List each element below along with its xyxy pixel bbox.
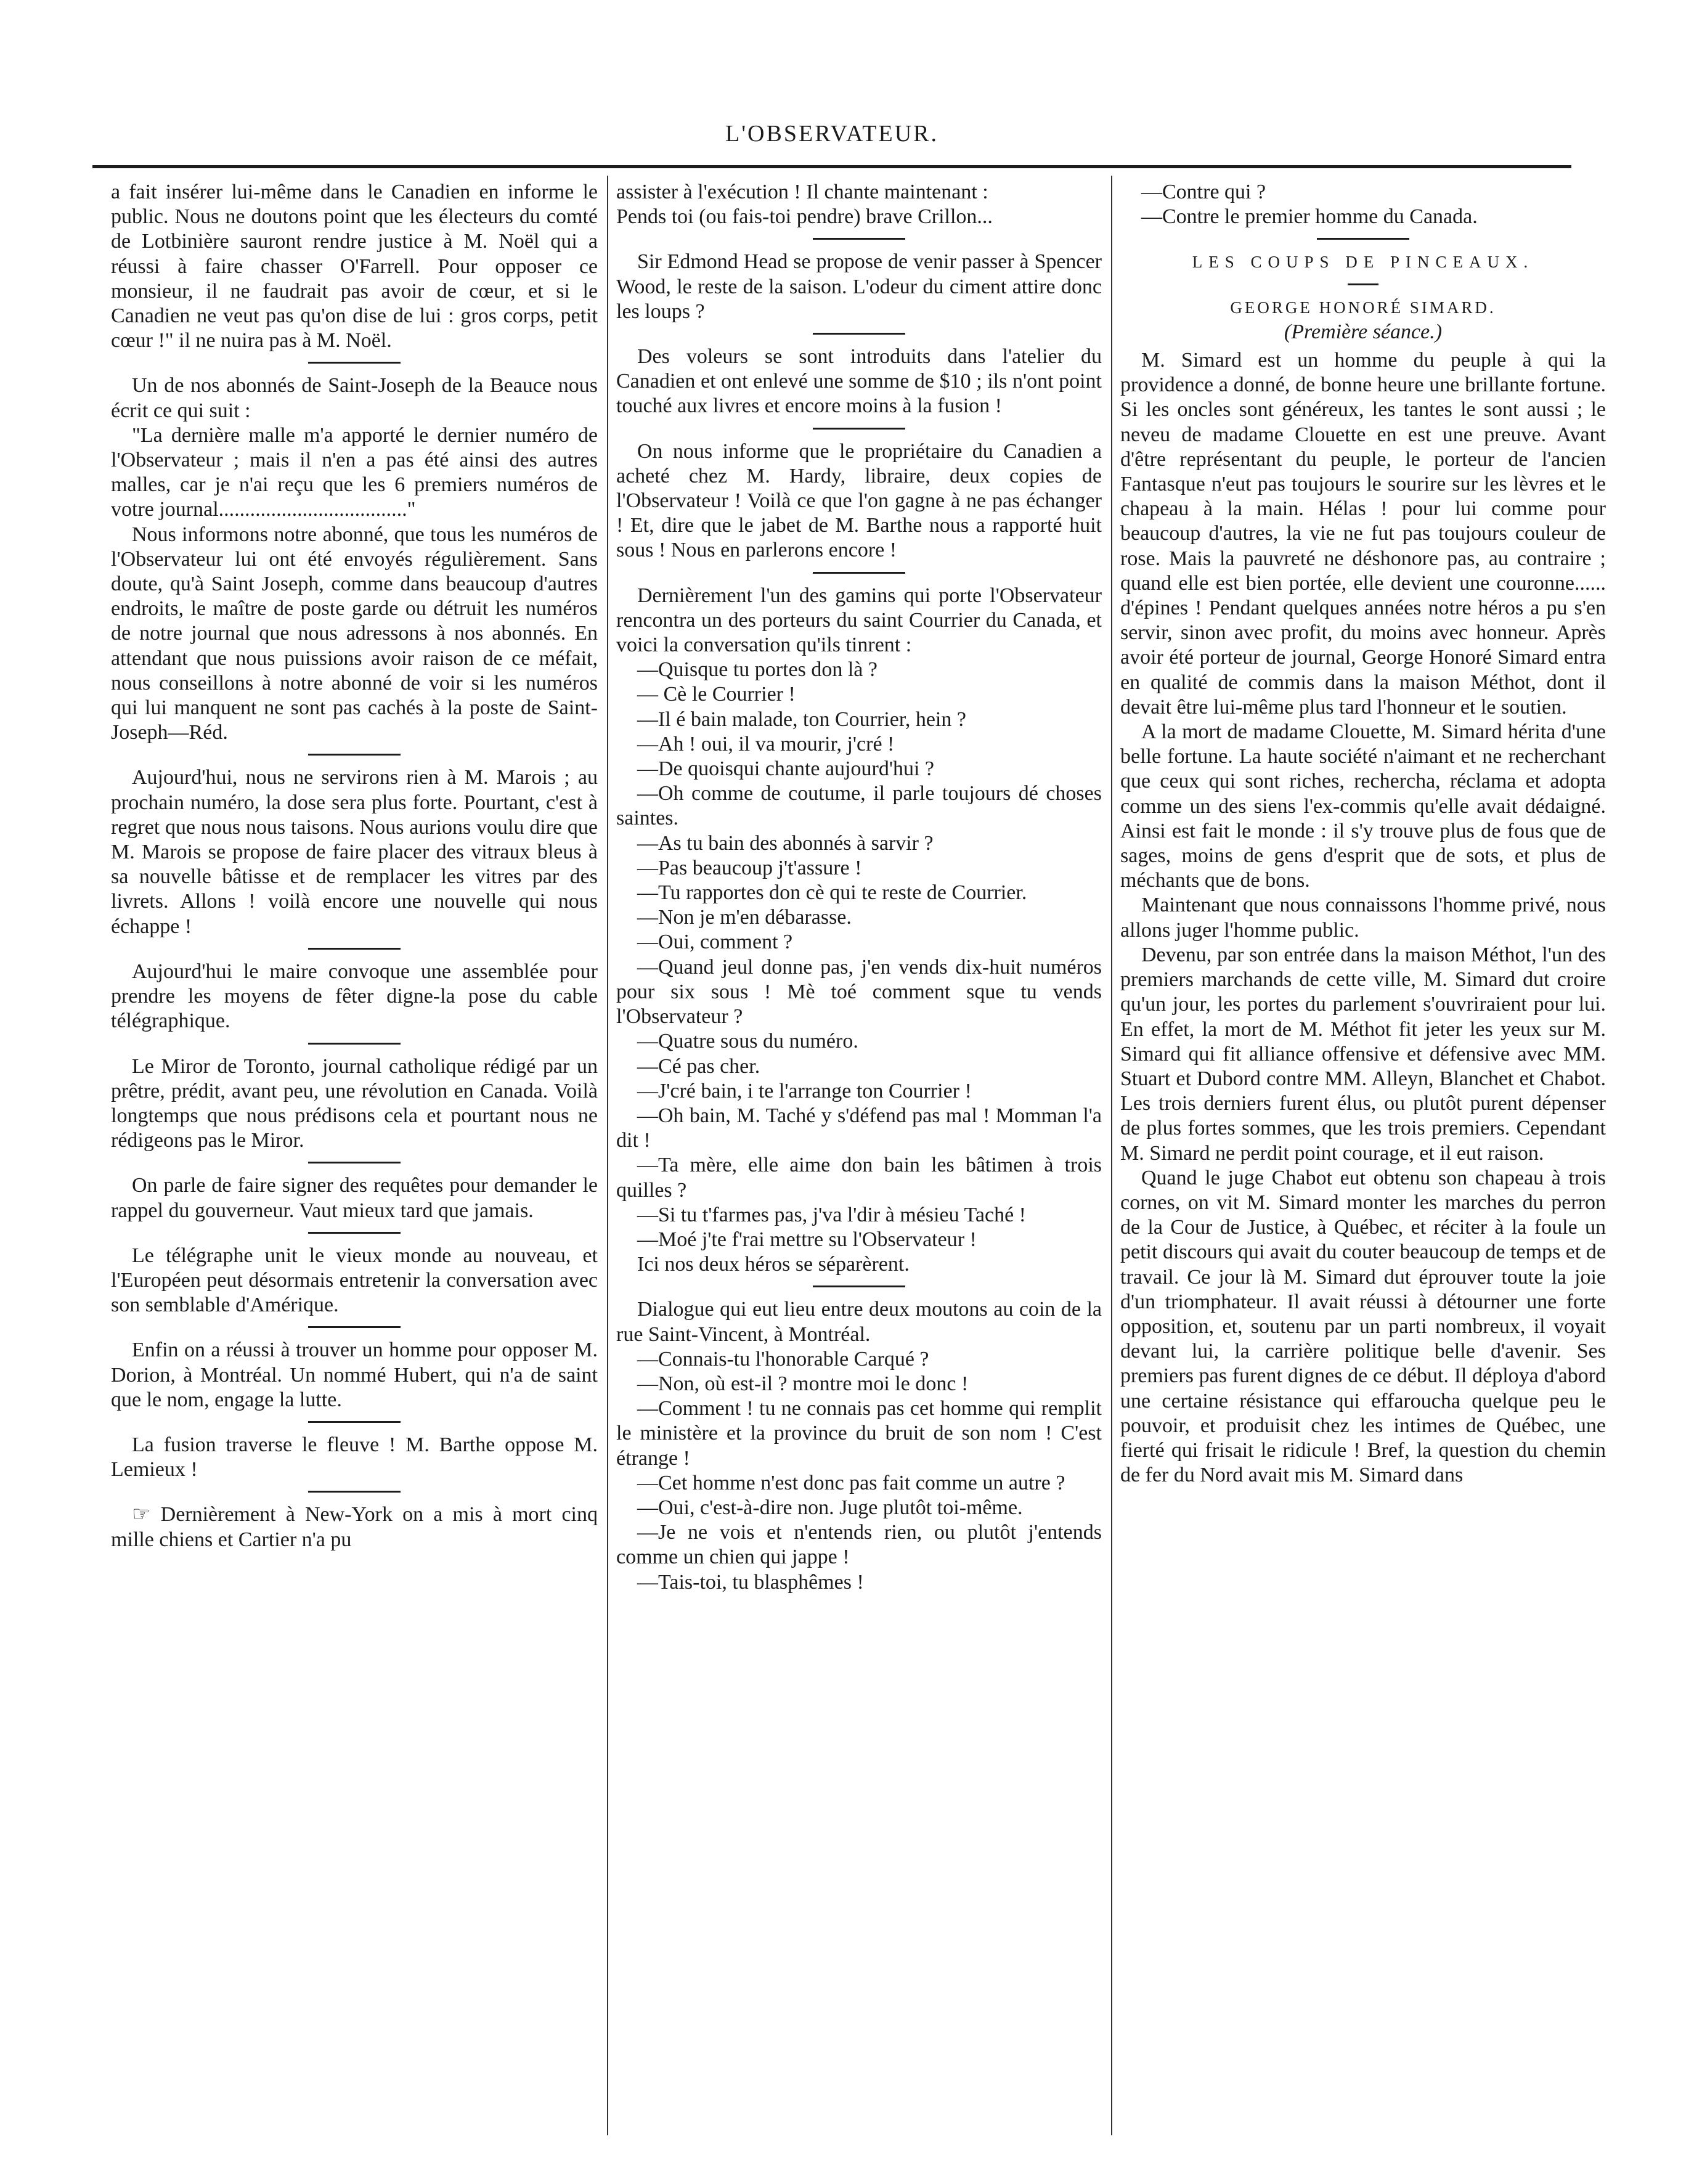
article-paragraph: Dialogue qui eut lieu entre deux moutons au coin de la rue Saint-Vincent, à Montréal.	[616, 1298, 1102, 1346]
article-separator	[813, 333, 905, 335]
article-separator	[308, 1232, 401, 1234]
article-subtitle: (Première séance.)	[1284, 320, 1443, 343]
dialogue-line: —Ah ! oui, il va mourir, j'cré !	[637, 732, 895, 756]
article-paragraph: ☞ Dernièrement à New-York on a mis à mort cinq mille chiens et Cartier n'a pu	[111, 1503, 598, 1551]
dialogue-line: —Cet homme n'est donc pas fait comme un autre ?	[637, 1471, 1065, 1494]
article-paragraph: Un de nos abonnés de Saint-Joseph de la Beauce nous écrit ce qui suit :	[111, 374, 598, 422]
dialogue-line: —As tu bain des abonnés à sarvir ?	[637, 831, 934, 855]
dialogue-line: —Contre qui ?	[1141, 181, 1266, 203]
article-paragraph: Sir Edmond Head se propose de venir passer à Spencer Wood, le reste de la saison. L'odeur du ciment attire donc les loups ?	[616, 250, 1102, 323]
article-paragraph: A la mort de madame Clouette, M. Simard hérita d'une belle fortune. La haute société n'aimant et ne recherchant que ceux qui sont riches, rechercha, réclama et adopta comme un des siens l'ex-commis qu'elle avait dédaigné. Ainsi est fait le monde : il s'y trouve plus de fous que de sages, moins de gens d'esprit que de sots, et plus de méchants que de bons.	[1120, 720, 1606, 892]
dialogue-line: —Quatre sous du numéro.	[637, 1030, 858, 1053]
article-paragraph: M. Simard est un homme du peuple à qui la providence a donné, de bonne heure une brillante fortune. Si les oncles sont généreux, les tantes le sont aussi ; le neveu de madame Clouette en est une preuve. Avant d'être représentant du peuple, le porteur de l'ancien Fantasque n'eut pas toujours le sourire sur les lèvres et le chapeau à la main. Hélas ! pour lui comme pour beaucoup d'autres, la vie ne fut pas toujours couleur de rose. Mais la pauvreté ne déshonore pas, au contraire ; quand elle est bien portée, elle devient une couronne...... d'épines ! Pendant quelques années notre héros a pu s'en servir, sinon avec profit, du moins avec honneur. Après avoir été porteur de journal, George Honoré Simard entra en qualité de commis dans la maison Méthot, dont il devait être lui-même plus tard l'honneur et le soutien.	[1120, 349, 1606, 719]
article-paragraph: Maintenant que nous connaissons l'homme privé, nous allons juger l'homme public.	[1120, 894, 1606, 942]
article-separator	[308, 948, 401, 950]
article-paragraph: Aujourd'hui le maire convoque une assemblée pour prendre les moyens de fêter digne-la pose du cable télégraphique.	[111, 960, 598, 1033]
dialogue-line: —Si tu t'farmes pas, j'va l'dir à mésieu Taché !	[637, 1203, 1026, 1226]
article-paragraph: On parle de faire signer des requêtes pour demander le rappel du gouverneur. Vaut mieux tard que jamais.	[111, 1174, 598, 1222]
masthead-rule	[92, 165, 1571, 168]
dialogue-line: —Moé j'te f'rai mettre su l'Observateur !	[637, 1228, 977, 1251]
dialogue-line: —Je ne vois et n'entends rien, ou plutôt j'entends comme un chien qui jappe !	[616, 1521, 1102, 1569]
dialogue-line: —Tais-toi, tu blasphêmes !	[637, 1570, 864, 1594]
article-paragraph: Enfin on a réussi à trouver un homme pour opposer M. Dorion, à Montréal. Un nommé Hubert, qui n'a de saint que le nom, engage la lutte.	[111, 1339, 598, 1411]
article-paragraph: Pends toi (ou fais-toi pendre) brave Crillon...	[616, 205, 993, 229]
newspaper-masthead: L'OBSERVATEUR.	[725, 121, 939, 147]
article-paragraph: "La dernière malle m'a apporté le dernier numéro de l'Observateur ; mais il n'en a pas été ainsi des autres malles, car je n'ai reçu que les 6 premiers numéros de votre journal...................................."	[111, 423, 598, 521]
dialogue-line: —Comment ! tu ne connais pas cet homme qui remplit le ministère et la province du bruit de son nom ! C'est étrange !	[616, 1397, 1102, 1470]
column-right	[1120, 180, 1606, 2133]
column-divider	[607, 176, 608, 2135]
section-title: LES COUPS DE PINCEAUX.	[1192, 253, 1534, 272]
article-separator	[308, 1043, 401, 1045]
article-paragraph: La fusion traverse le fleuve ! M. Barthe oppose M. Lemieux !	[111, 1433, 598, 1481]
article-paragraph: Le Miror de Toronto, journal catholique rédigé par un prêtre, prédit, avant peu, une révolution en Canada. Voilà longtemps que nous prédisons cela et pourtant nous ne rédigeons pas le Miror.	[111, 1054, 598, 1152]
dialogue-line: —Quisque tu portes don là ?	[637, 658, 877, 682]
column-left	[111, 180, 598, 2133]
article-paragraph: Dernièrement l'un des gamins qui porte l'Observateur rencontra un des porteurs du saint Courrier du Canada, et voici la conversation qu'ils tinrent :	[616, 584, 1102, 657]
article-paragraph: Aujourd'hui, nous ne servirons rien à M. Marois ; au prochain numéro, la dose sera plus forte. Pourtant, c'est à regret que nous nous taisons. Nous aurions voulu dire que M. Marois se propose de faire placer des vitraux bleus à sa nouvelle bâtisse et de remplacer les vitres par des livrets. Allons ! voilà encore une nouvelle qui nous échappe !	[111, 766, 598, 938]
dialogue-line: —Quand jeul donne pas, j'en vends dix-huit numéros pour six sous ! Mè toé comment sque tu vends l'Observateur ?	[616, 955, 1102, 1029]
dialogue-line: —Contre le premier homme du Canada.	[1141, 205, 1478, 229]
dialogue-line: —Oh comme de coutume, il parle toujours dé choses saintes.	[616, 782, 1102, 830]
dialogue-line: —De quoisqui chante aujourd'hui ?	[637, 757, 935, 781]
article-subhead: GEORGE HONORÉ SIMARD.	[1230, 298, 1496, 317]
dialogue-line: —Oui, comment ?	[637, 931, 793, 954]
article-separator	[813, 1286, 905, 1287]
dialogue-line: Ici nos deux héros se séparèrent.	[637, 1253, 910, 1276]
dialogue-line: —Cé pas cher.	[637, 1054, 760, 1078]
dialogue-line: —Il é bain malade, ton Courrier, hein ?	[637, 707, 966, 731]
article-separator	[308, 754, 401, 756]
dialogue-line: —Tu rapportes don cè qui te reste de Courrier.	[637, 881, 1027, 905]
column-middle	[616, 180, 1102, 2133]
dialogue-line: —Non, où est-il ? montre moi le donc !	[637, 1372, 969, 1395]
article-separator	[308, 1162, 401, 1163]
dialogue-line: —Oh bain, M. Taché y s'défend pas mal ! Momman l'a dit !	[616, 1104, 1102, 1152]
article-paragraph: a fait insérer lui-même dans le Canadien en informe le public. Nous ne doutons point que les électeurs du comté de Lotbinière sauront rendre justice à M. Noël qui a réussi à faire chasser O'Farrell. Pour opposer ce monsieur, il ne faudrait pas avoir de cœur, et si le Canadien ne veut pas qu'on dise de lui : gros corps, petit cœur !" il ne nuira pas à M. Noël.	[111, 181, 598, 352]
dialogue-line: —Connais-tu l'honorable Carqué ?	[637, 1347, 929, 1371]
article-paragraph: Nous informons notre abonné, que tous les numéros de l'Observateur lui ont été envoyés régulièrement. Sans doute, qu'à Saint Joseph, comme dans beaucoup d'autres endroits, le maître de poste garde ou détruit les numéros de notre journal que nous adressons à nos abonnés. En attendant que nous puissions avoir raison de ce méfait, nous conseillons à notre abonné de voir si les numéros qui lui manquent ne sont pas cachés à la poste de Saint-Joseph—Réd.	[111, 523, 598, 744]
article-separator	[813, 238, 905, 240]
article-separator	[1317, 238, 1409, 240]
article-separator	[308, 362, 401, 364]
article-paragraph: On nous informe que le propriétaire du Canadien a acheté chez M. Hardy, libraire, deux copies de l'Observateur ! Voilà ce que l'on gagne à ne pas échanger ! Et, dire que le jabet de M. Barthe nous a rapporté huit sous ! Nous en parlerons encore !	[616, 439, 1102, 562]
article-paragraph: Des voleurs se sont introduits dans l'atelier du Canadien et ont enlevé une somme de $10 ; ils n'ont point touché aux livres et encore moins à la fusion !	[616, 345, 1102, 418]
article-paragraph: Devenu, par son entrée dans la maison Méthot, l'un des premiers marchands de cette ville, M. Simard dut croire qu'un jour, les portes du parlement s'ouvriraient pour lui. En effet, la mort de M. Méthot fit jeter les yeux sur M. Simard qui fit alliance offensive et défensive avec MM. Stuart et Dubord contre MM. Alleyn, Blanchet et Chabot. Les trois derniers furent élus, ou plutôt purent dépenser de plus fortes sommes, que les trois premiers. Cependant M. Simard ne perdit point courage, et il eut raison.	[1120, 943, 1606, 1165]
article-separator	[308, 1421, 401, 1423]
dialogue-line: —J'cré bain, i te l'arrange ton Courrier !	[637, 1079, 972, 1102]
article-paragraph: Le télégraphe unit le vieux monde au nouveau, et l'Européen peut désormais entretenir la conversation avec son semblable d'Amérique.	[111, 1244, 598, 1317]
article-separator	[813, 428, 905, 430]
article-separator	[308, 1326, 401, 1328]
article-paragraph: Quand le juge Chabot eut obtenu son chapeau à trois cornes, on vit M. Simard monter les marches du perron de la Cour de Justice, à Québec, et réciter à la foule un petit discours qui avait du couter beaucoup de temps et de travail. Ce jour là M. Simard dut éprouver toute la joie d'un triomphateur. Il avait réussi à détourner une forte opposition, et, soutenu par un parti nombreux, il voyait devant lui, la carrière politique belle d'avenir. Ses premiers pas furent dignes de ce début. Il déploya d'abord une certaine résistance qui effaroucha quelque peu le pouvoir, et produisit chez les intimes de Québec, une fierté qui frisait le ridicule ! Bref, la question du chemin de fer du Nord avait mis M. Simard dans	[1120, 1166, 1606, 1487]
article-paragraph: assister à l'exécution ! Il chante maintenant :	[616, 181, 988, 203]
article-separator	[1348, 283, 1378, 285]
dialogue-line: —Oui, c'est-à-dire non. Juge plutôt toi-même.	[637, 1496, 1023, 1519]
article-separator	[308, 1491, 401, 1493]
dialogue-line: — Cè le Courrier !	[637, 683, 796, 706]
article-separator	[813, 572, 905, 574]
dialogue-line: —Non je m'en débarasse.	[637, 906, 852, 929]
dialogue-line: —Pas beaucoup j't'assure !	[637, 856, 862, 879]
dialogue-line: —Ta mère, elle aime don bain les bâtimen à trois quilles ?	[616, 1154, 1102, 1202]
column-divider	[1111, 176, 1112, 2135]
